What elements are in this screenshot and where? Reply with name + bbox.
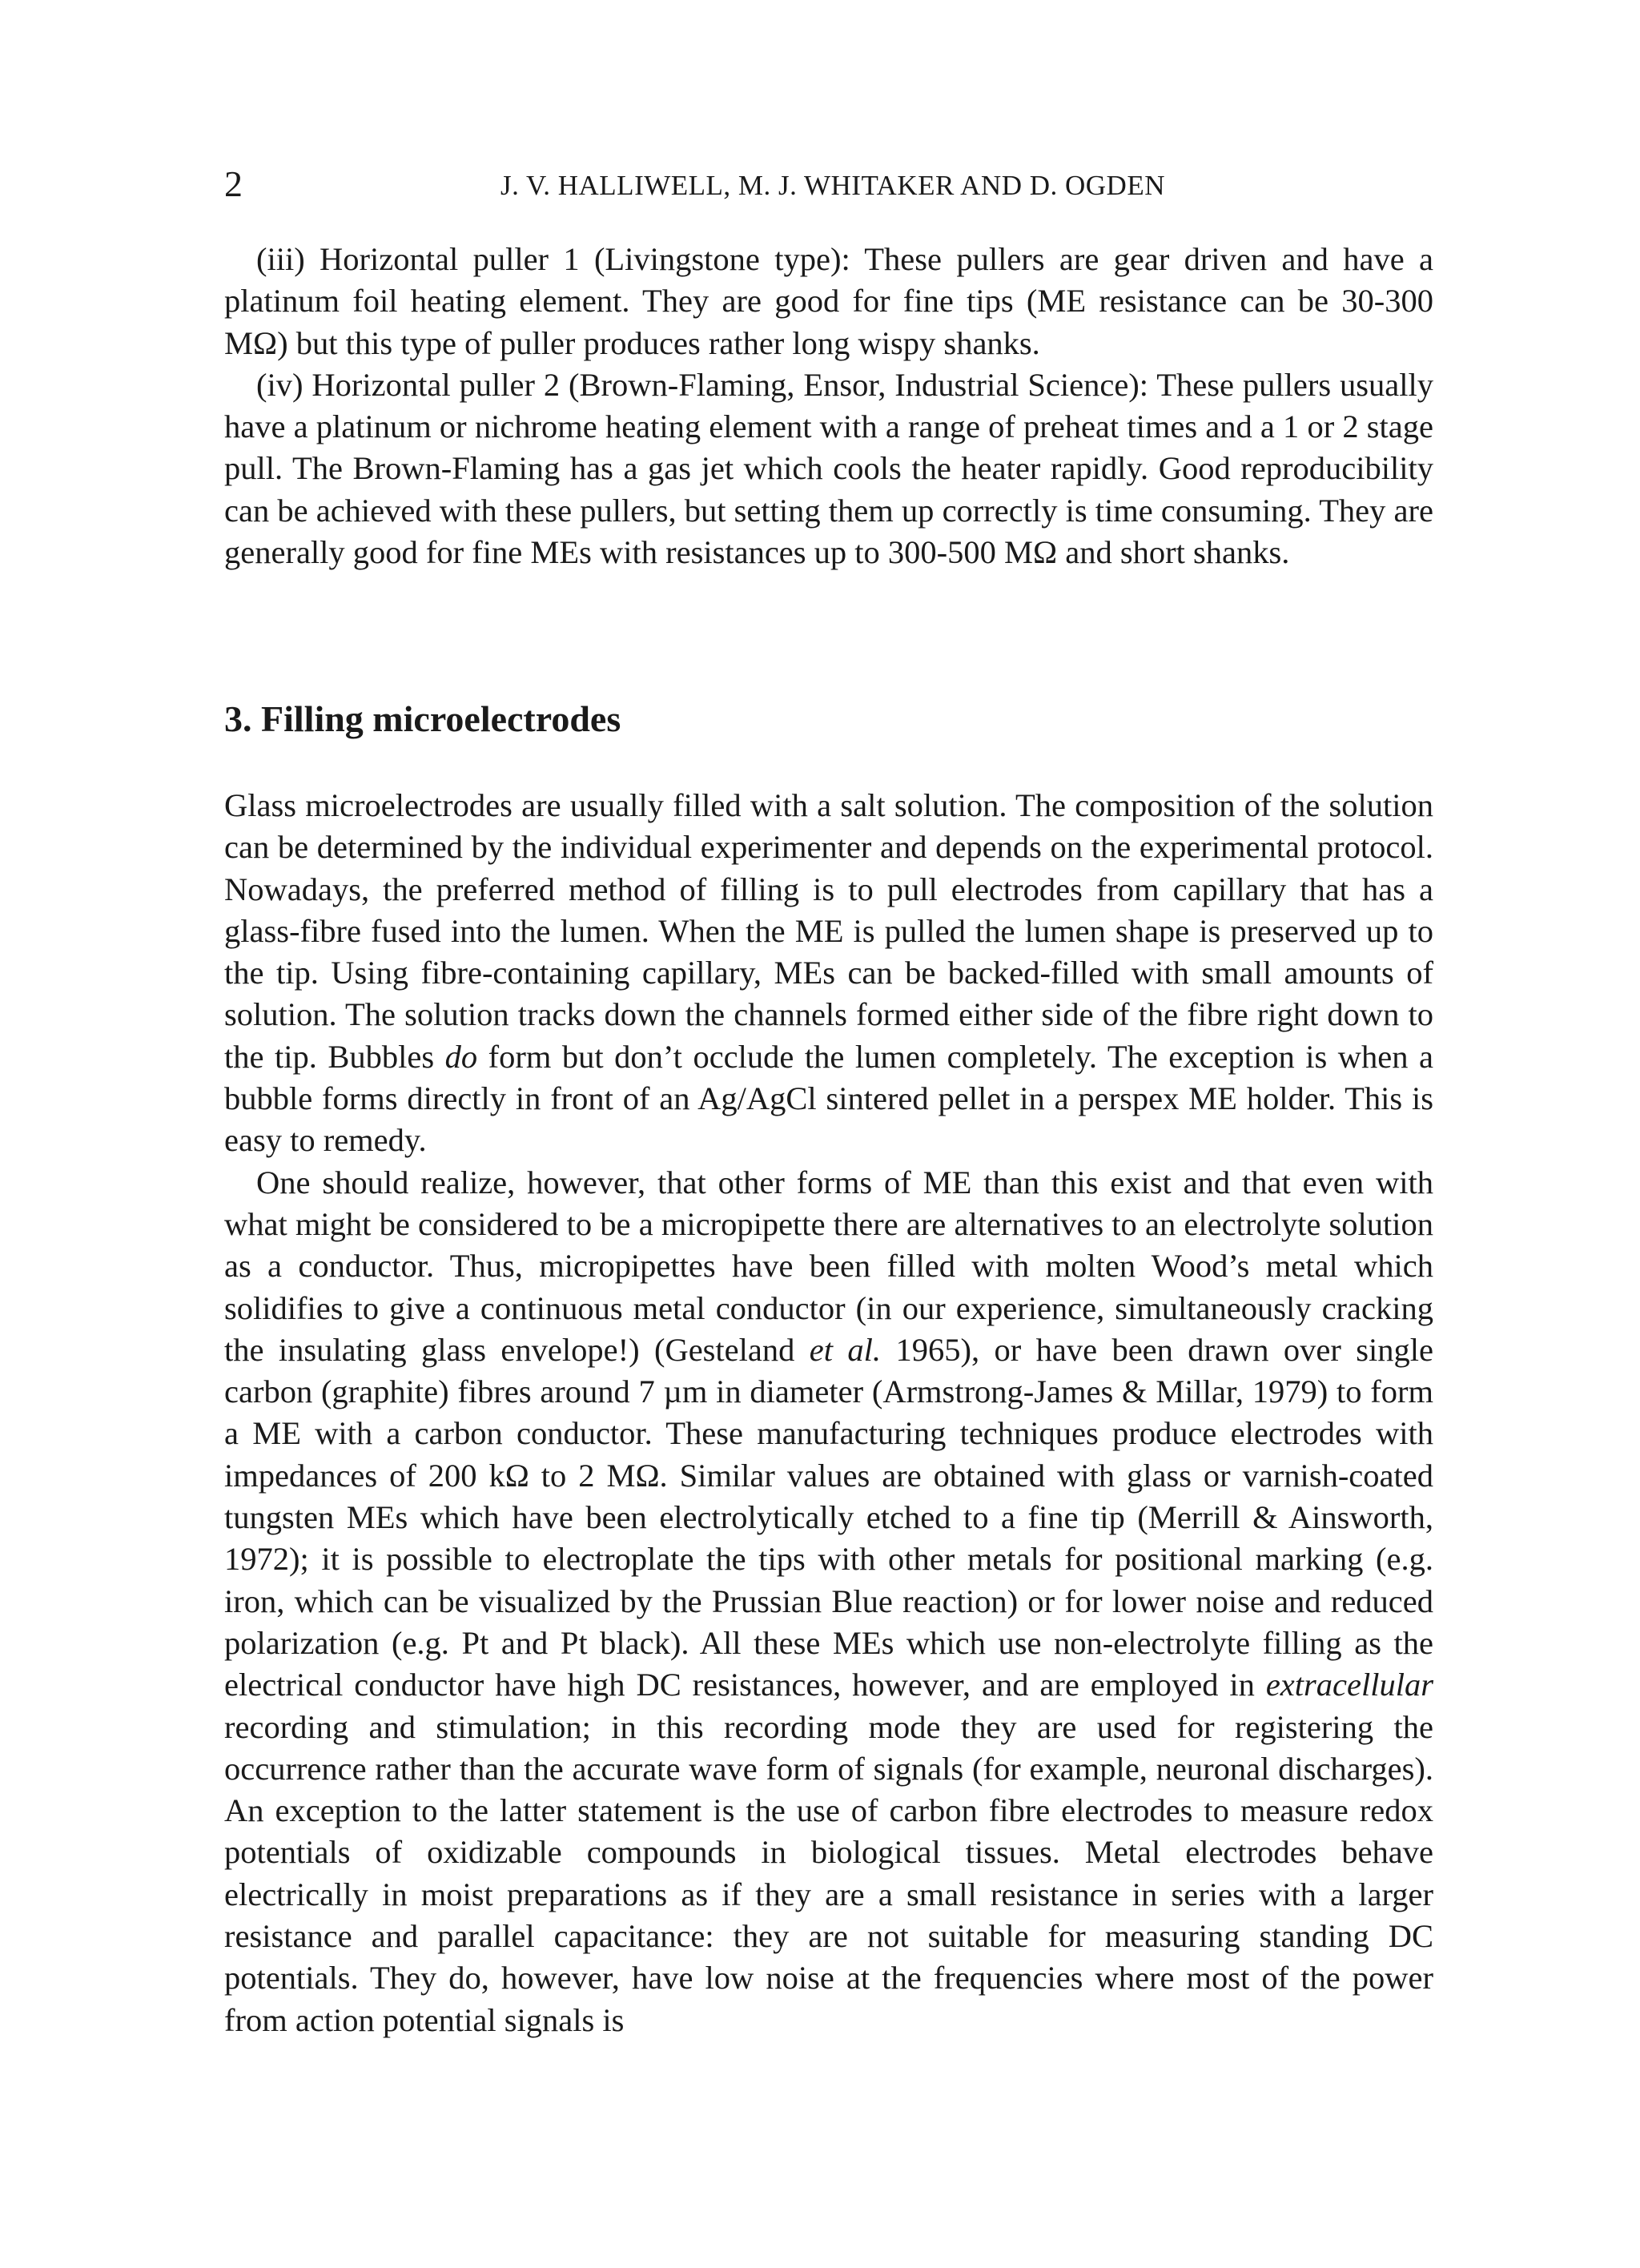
section-body <box>224 785 1433 2041</box>
paragraph-horizontal-puller-1: (iii) Horizontal puller 1 (Livingstone type): These pullers are gear driven and have a platinum foil heating element. They are good for fine tips (ME resistance can be 30-300 MΩ) but this type of puller produces rather long wispy shanks. <box>224 241 1433 361</box>
puller-descriptions <box>224 239 1433 573</box>
italic-citation: et al. <box>809 1331 882 1368</box>
paragraph-horizontal-puller-2: (iv) Horizontal puller 2 (Brown-Flaming, Ensor, Industrial Science): These pullers usually have a platinum or nichrome heating element with a range of preheat times and a 1 or 2 stage pull. The Brown-Flaming has a gas jet which cools the heater rapidly. Good reproducibility can be achieved with these pullers, but setting them up correctly is time consuming. They are generally good for fine MEs with resistances up to 300-500 MΩ and short shanks. <box>224 366 1433 571</box>
section-heading: 3. Filling microelectrodes <box>224 698 621 739</box>
text-run: 1965), or have been drawn over single carbon (graphite) fibres around 7 µm in diameter (Armstrong-James & Millar, 1979) to form a ME with a carbon conductor. These manufacturing techniques produce electrodes with impedances of 200 kΩ to 2 MΩ. Similar values are obtained with glass or varnish-coated tungsten MEs which have been electrolytically etched to a fine tip (Merrill & Ainsworth, 1972); it is possible to electroplate the tips with other metals for positional marking (e.g. iron, which can be visualized by the Prussian Blue reaction) or for lower noise and reduced polarization (e.g. Pt and Pt black). All these MEs which use non-electrolyte filling as the electrical conductor have high DC resistances, however, and are employed in <box>224 1331 1434 1703</box>
paragraph-glass-microelectrodes <box>224 785 1433 1162</box>
page-header <box>224 160 1433 208</box>
text-run: Glass microelectrodes are usually filled with a salt solution. The composition of the solution can be determined by the individual experimenter and depends on the experimental protocol. Nowadays, the preferred method of filling is to pull electrodes from capillary that has a glass-fibre fused into the lumen. When the ME is pulled the lumen shape is preserved up to the tip. Using fibre-containing capillary, MEs can be backed-filled with small amounts of solution. The solution tracks down the channels formed either side of the fibre right down to the tip. Bubbles <box>224 787 1433 1075</box>
running-head: J. V. HALLIWELL, M. J. WHITAKER AND D. OGDEN <box>500 170 1165 201</box>
text-run: One should realize, however, that other forms of ME than this exist and that even with what might be considered to be a micropipette there are alternatives to an electrolyte solution as a conductor. Thus, micropipettes have been filled with molten Wood’s metal which solidifies to give a continuous metal conductor (in our experience, simultaneously cracking the insulating glass envelope!) (Gesteland <box>224 1164 1433 1368</box>
page-number: 2 <box>224 163 243 204</box>
italic-emphasis: do <box>444 1038 478 1075</box>
text-run: form but don’t occlude the lumen completely. The exception is when a bubble forms directly in front of an Ag/AgCl sintered pellet in a perspex ME holder. This is easy to remedy. <box>224 1038 1433 1159</box>
text-run: recording and stimulation; in this recording mode they are used for registering the occurrence rather than the accurate wave form of signals (for example, neuronal discharges). An exception to the latter statement is the use of carbon fibre electrodes to measure redox potentials of oxidizable compounds in biological tissues. Metal electrodes behave electrically in moist preparations as if they are a small resistance in series with a larger resistance and parallel capacitance: they are not suitable for measuring standing DC potentials. They do, however, have low noise at the frequencies where most of the power from action potential signals is <box>224 1708 1433 2038</box>
paragraph-other-forms <box>224 1162 1433 2041</box>
italic-emphasis: extracellular <box>1265 1667 1433 1703</box>
